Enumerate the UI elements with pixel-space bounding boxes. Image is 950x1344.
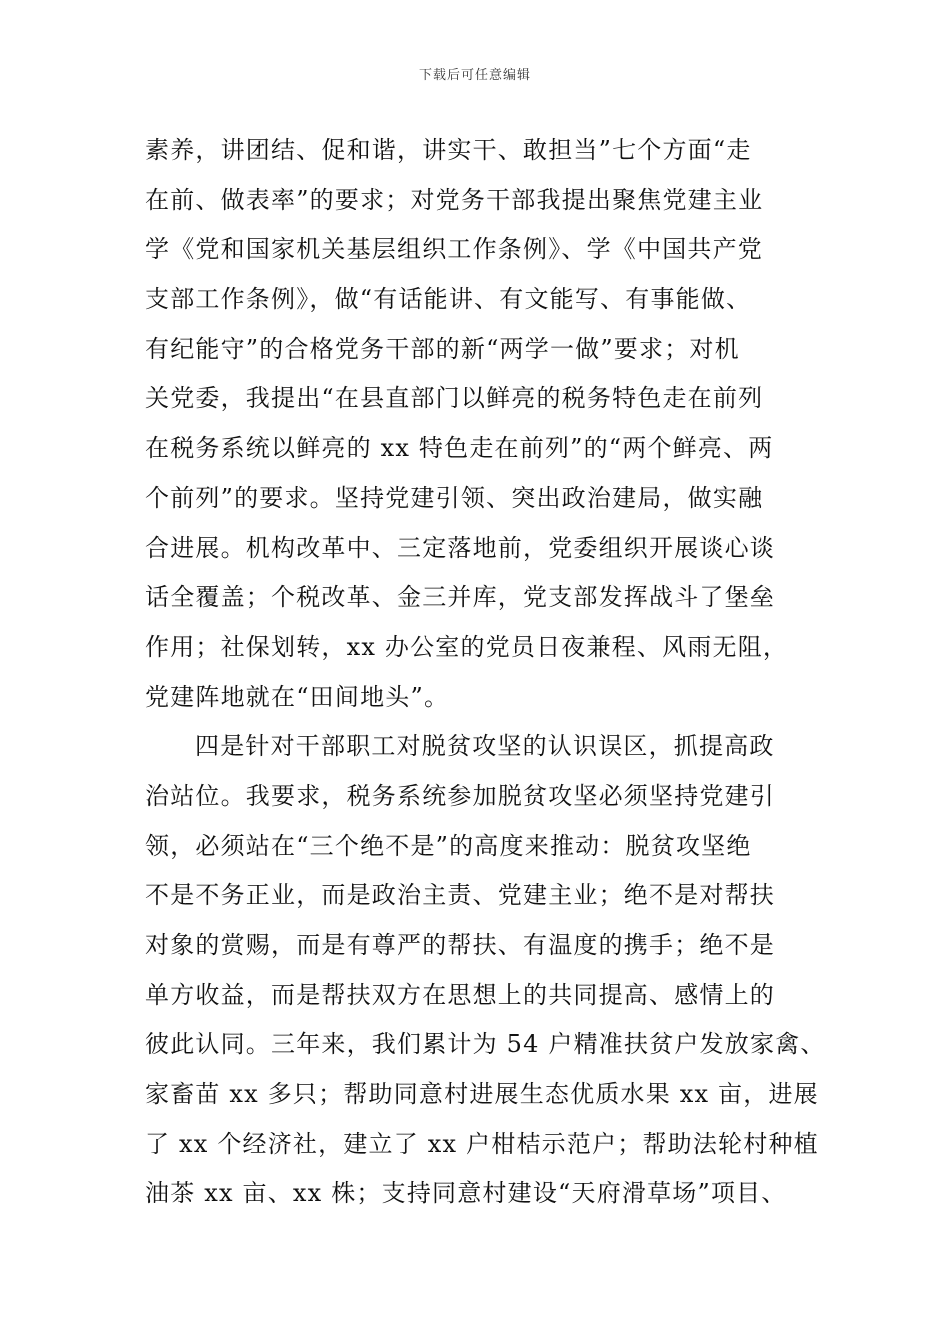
text-line: 彼此认同。三年来，我们累计为 54 户精准扶贫户发放家禽、 xyxy=(145,1030,826,1059)
text-line: 领，必须站在“三个绝不是”的高度来推动：脱贫攻坚绝 xyxy=(145,831,752,860)
text-line: 作用；社保划转，xx 办公室的党员日夜兼程、风雨无阻， xyxy=(145,632,789,661)
text-line: 在税务系统以鲜亮的 xx 特色走在前列”的“两个鲜亮、两 xyxy=(145,434,774,463)
text-line: 油茶 xx 亩、xx 株；支持同意村建设“天府滑草场”项目、 xyxy=(145,1179,787,1208)
text-line: 关党委，我提出“在县直部门以鲜亮的税务特色走在前列 xyxy=(145,384,764,413)
text-line: 有纪能守”的合格党务干部的新“两学一做”要求；对机 xyxy=(145,334,740,363)
paragraph-first-line: 四是针对干部职工对脱贫攻坚的认识误区，抓提高政 xyxy=(195,732,775,761)
text-line: 不是不务正业，而是政治主责、党建主业；绝不是对帮扶 xyxy=(145,881,775,910)
text-line: 了 xx 个经济社，建立了 xx 户柑桔示范户；帮助法轮村种植 xyxy=(145,1129,819,1158)
document-body xyxy=(145,126,826,1219)
text-line: 家畜苗 xx 多只；帮助同意村进展生态优质水果 xx 亩，进展 xyxy=(145,1080,819,1109)
text-line: 素养，讲团结、促和谐，讲实干、敢担当”七个方面“走 xyxy=(145,136,752,164)
text-line: 党建阵地就在“田间地头”。 xyxy=(145,682,450,711)
text-line: 学《党和国家机关基层组织工作条例》、学《中国共产党 xyxy=(145,235,763,264)
text-line: 对象的赏赐，而是有尊严的帮扶、有温度的携手；绝不是 xyxy=(145,931,775,959)
text-line: 个前列”的要求。坚持党建引领、突出政治建局，做实融 xyxy=(145,483,764,512)
text-line: 支部工作条例》，做“有话能讲、有文能写、有事能做、 xyxy=(145,285,752,314)
page-header: 下载后可任意编辑 xyxy=(418,68,531,83)
text-line: 单方收益，而是帮扶双方在思想上的共同提高、感情上的 xyxy=(145,980,775,1009)
text-line: 合进展。机构改革中、三定落地前，党委组织开展谈心谈 xyxy=(145,533,775,562)
text-line: 话全覆盖；个税改革、金三并库，党支部发挥战斗了堡垒 xyxy=(145,583,775,612)
text-line: 治站位。我要求，税务系统参加脱贫攻坚必须坚持党建引 xyxy=(145,781,775,810)
text-line: 在前、做表率”的要求；对党务干部我提出聚焦党建主业 xyxy=(145,185,764,214)
